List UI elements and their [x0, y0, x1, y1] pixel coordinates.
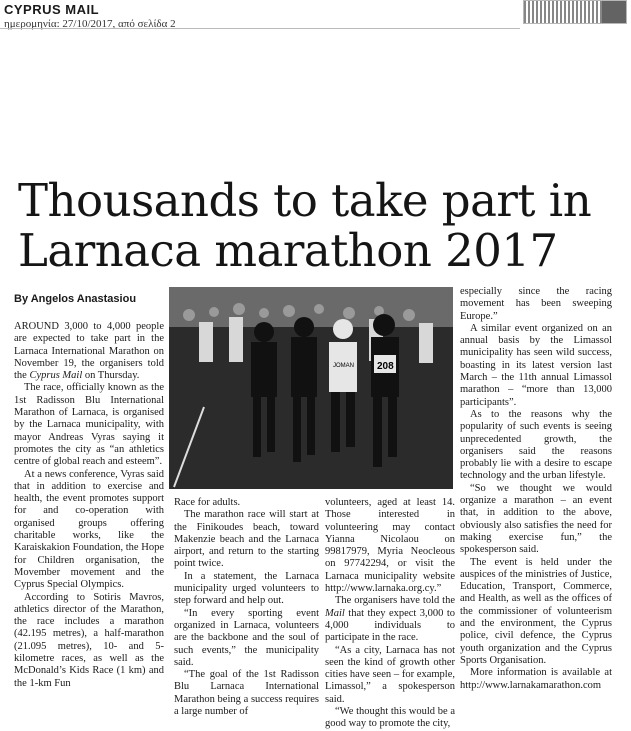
paragraph: “We thought this would be a good way to promote the city, — [325, 706, 455, 730]
paragraph: As to the reasons why the popularity of such events is seeing unprecedented growth, the organisers said the reasons probably lie with a desire to escape technology and the urban lifestyle. — [460, 408, 612, 482]
text-run: The organisers have told the — [335, 595, 455, 607]
paragraph: In a statement, the Larnaca municipality urged volunteers to step forward and help out. — [174, 570, 319, 607]
marathon-runners-photo — [169, 287, 453, 489]
paragraph — [325, 595, 455, 644]
article-column-3 — [325, 497, 455, 731]
paragraph: “The goal of the 1st Radisson Blu Larnaca International Marathon being a success requires a large number of — [174, 669, 319, 718]
headline-line-2: Larnaca marathon 2017 — [18, 224, 558, 277]
dateline: ημερομηνία: 27/10/2017, από σελίδα 2 — [4, 18, 176, 30]
headline-line-1: Thousands to take part in — [18, 174, 592, 227]
paragraph: The event is held under the auspices of the ministries of Justice, Education, Transport, Commerce, and Health, as well as the offices of the commissioner of volunteerism and the environment, the Cyprus police, civil defence, the Cyprus youth organization and the Cyprus Sports Organisation. — [460, 556, 612, 666]
bib-number: 208 — [377, 361, 394, 372]
paragraph: The marathon race will start at the Finikoudes beach, toward Makenzie beach and the Larnaca airport, and return to the starting point twice. — [174, 509, 319, 570]
article-column-2 — [174, 497, 319, 718]
header-divider — [0, 28, 520, 29]
runners-illustration — [169, 287, 453, 489]
text-run: AROUND 3,000 to 4,000 people are expected to take part in the Larnaca International Marathon on November 19, the organisers told the — [14, 321, 164, 382]
paragraph: More information is available at http://www.larnakamarathon.com — [460, 667, 612, 691]
barcode-logo — [523, 0, 627, 24]
article-column-4 — [460, 286, 612, 692]
publication-reference: Mail — [325, 607, 345, 619]
masthead — [4, 2, 176, 30]
paragraph: According to Sotiris Mavros, athletics director of the Marathon, the race includes a marathon (42.195 metres), a half-marathon (21.095 metres), 10- and 5-kilometre races, as well as the McDonald’s Kids Race (1 km) and the 1-km Fun — [14, 591, 164, 689]
paragraph — [14, 321, 164, 382]
paragraph: “As a city, Larnaca has not seen the kind of growth other cities have seen – for example, Limassol,” a spokesperson said. — [325, 644, 455, 705]
paragraph: “So we thought we would organize a marathon – an event that, in addition to the above, obviously also satisfies the need for making exercise fun,” the spokesperson said. — [460, 482, 612, 556]
publication-name: CYPRUS MAIL — [4, 2, 100, 17]
text-run: that they expect 3,000 to 4,000 individuals to participate in the race. — [325, 607, 455, 644]
paragraph: “In every sporting event organized in Larnaca, volunteers are the backbone and the soul of such events,” the municipality said. — [174, 607, 319, 668]
text-run: on Thursday. — [82, 370, 140, 382]
paragraph: At a news conference, Vyras said that in addition to exercise and health, the event promotes support for and co-operation with organised groups offering charitable works, like the Karaiskakion Foundation, the Hope for Children organisation, the Movember movement and the Cyprus Special Olympics. — [14, 468, 164, 591]
paragraph: The race, officially known as the 1st Radisson Blu International Marathon of Larnaca, is organised by the Larnaca municipality, with mayor Andreas Vyras saying it promotes the city as “an athletics centre of global reach and esteem”. — [14, 382, 164, 468]
byline: By Angelos Anastasiou — [14, 293, 137, 305]
paragraph: volunteers, aged at least 14. Those interested in volunteering may contact Yianna Nicolaou on 99817979, Myria Neocleous on 97742294, or visit the Larnaca municipality website http://www.larnaka.org.cy.” — [325, 497, 455, 595]
article-column-1 — [14, 321, 164, 690]
paragraph: especially since the racing movement has been sweeping Europe.” — [460, 286, 612, 322]
headline — [18, 176, 618, 276]
publication-reference: Cyprus Mail — [29, 370, 83, 382]
paragraph: Race for adults. — [174, 497, 241, 508]
bib-label: JOMAN — [333, 363, 354, 369]
paragraph: A similar event organized on an annual basis by the Limassol municipality has seen wild success, boasting in its latest version last March – the 11th annual Limassol marathon – “more than 13,000 participants”. — [460, 322, 612, 408]
qr-code-icon — [602, 1, 626, 23]
